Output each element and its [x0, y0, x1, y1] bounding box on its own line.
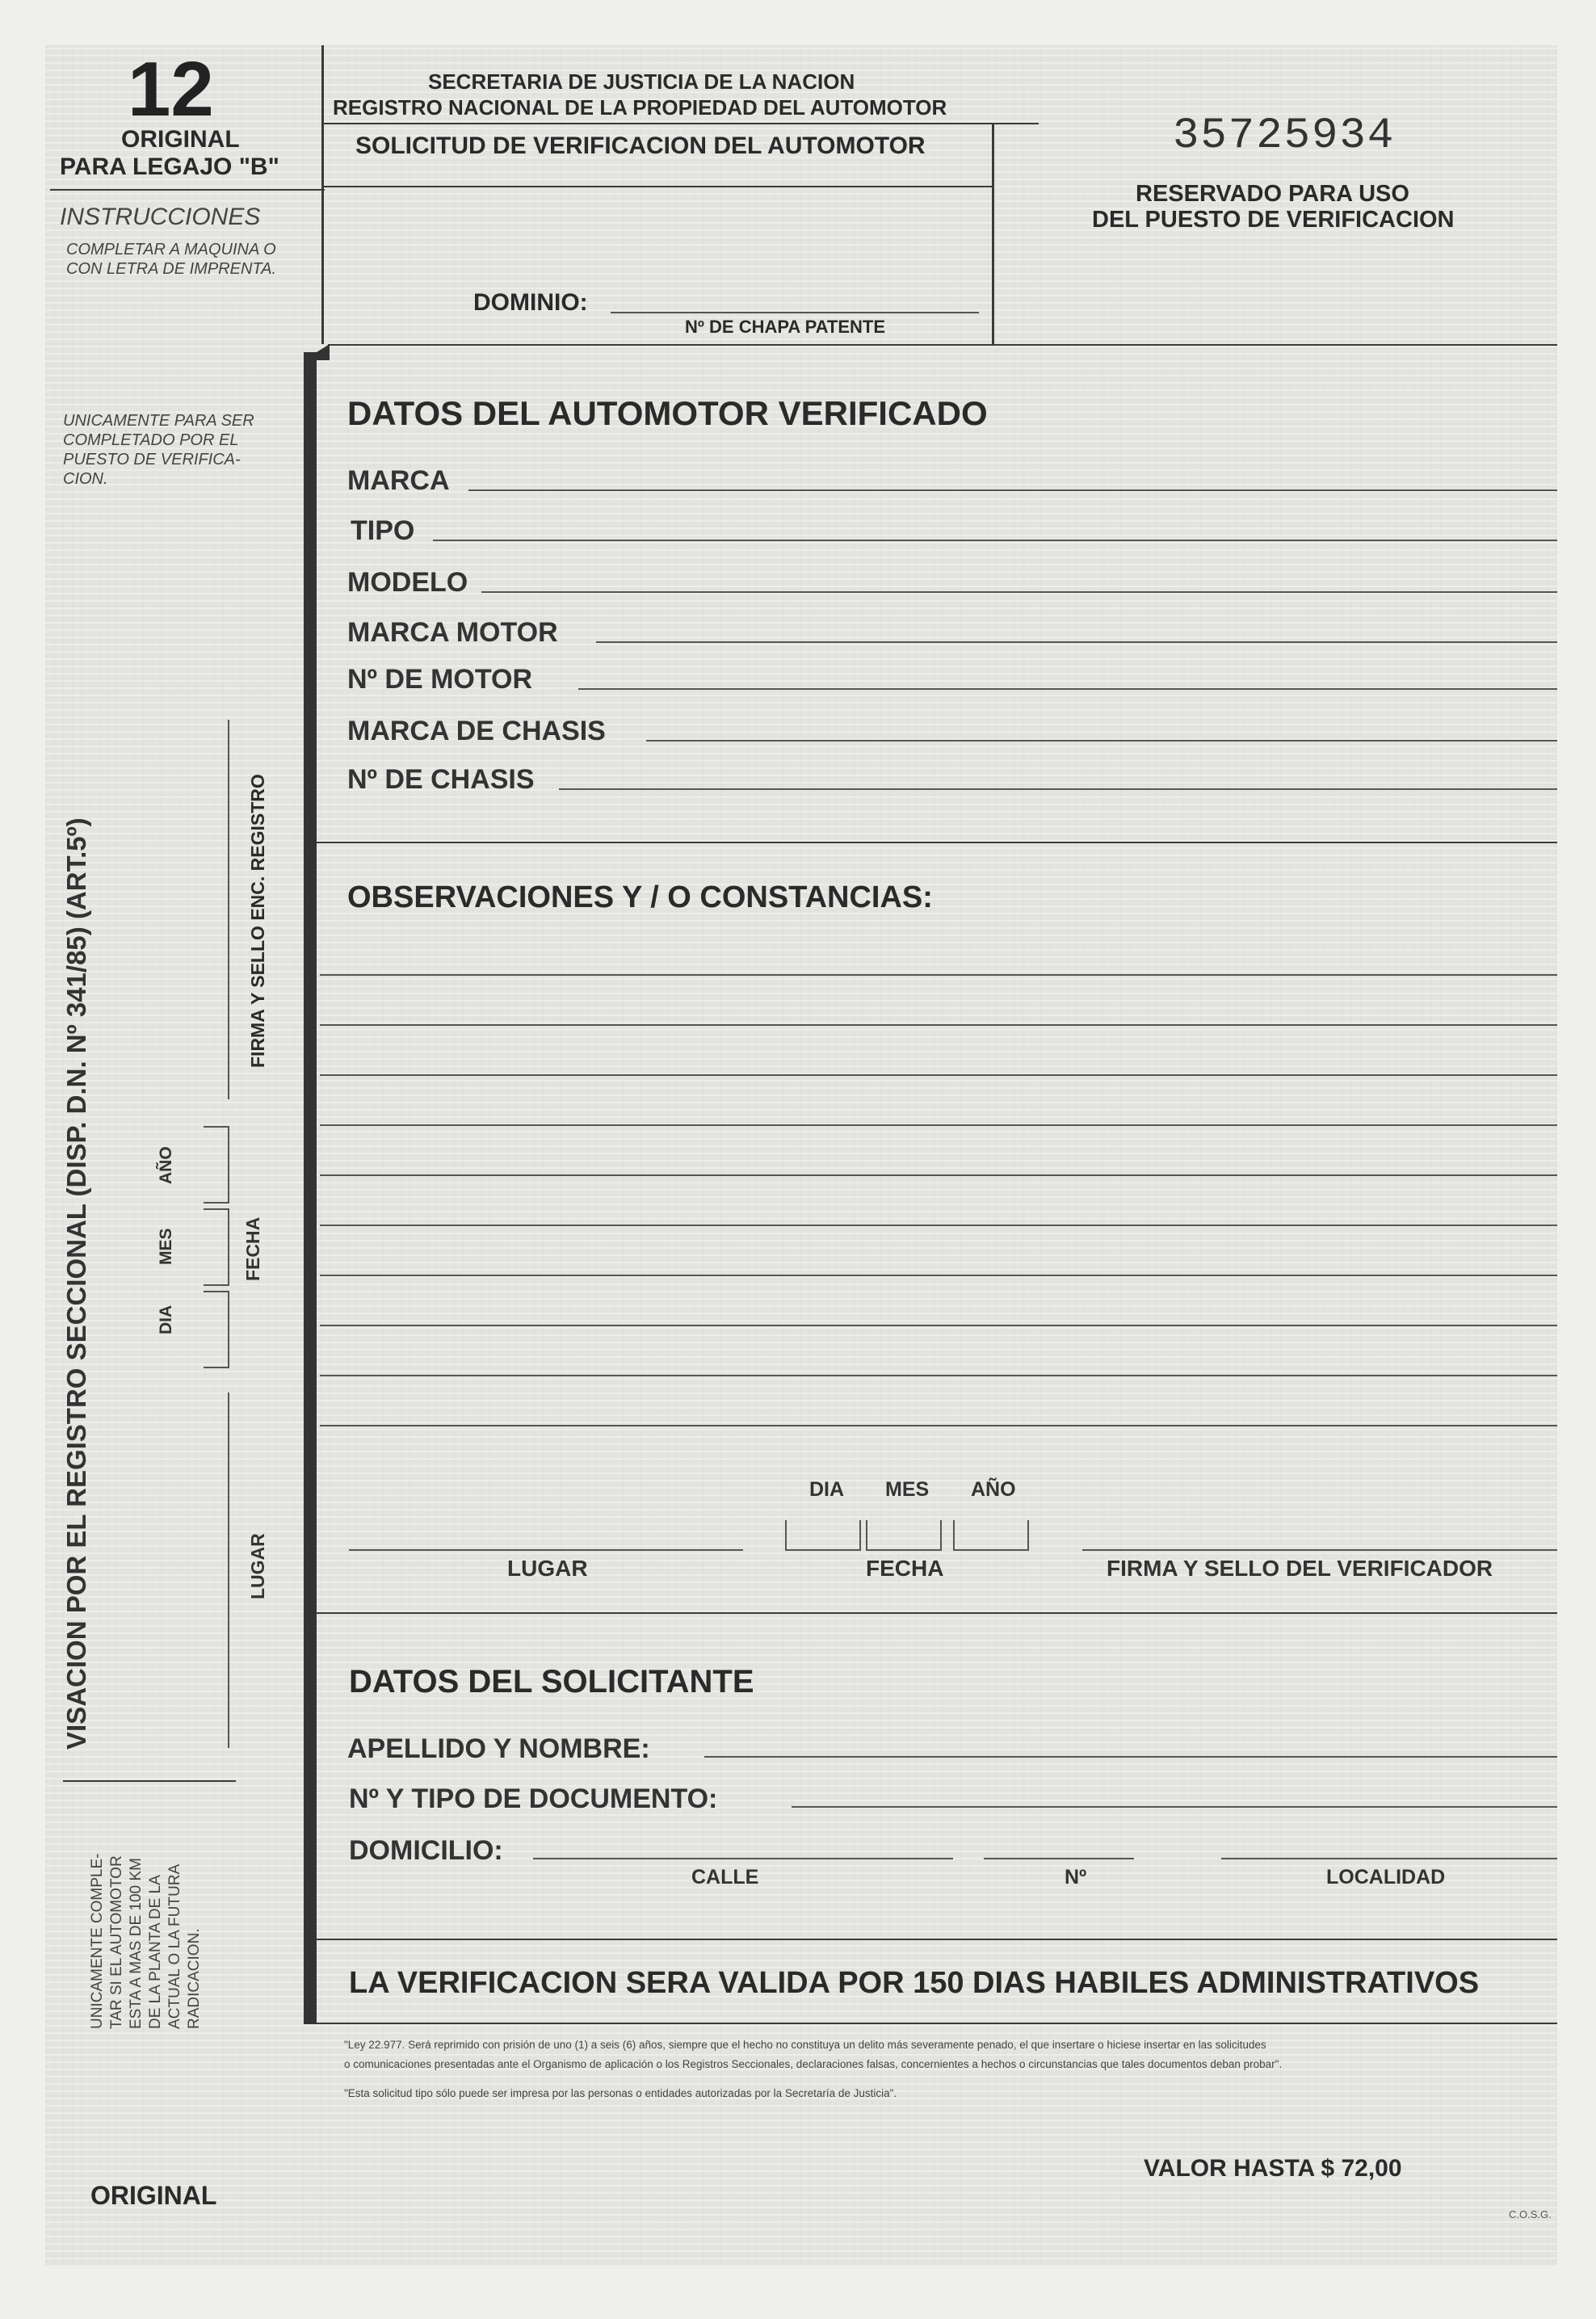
observation-line-6[interactable] — [320, 1225, 1557, 1226]
header-divider — [50, 189, 325, 191]
marca-chasis-input[interactable] — [646, 740, 1557, 741]
marca-motor-input[interactable] — [596, 641, 1557, 643]
lugar-line[interactable] — [228, 1393, 229, 1748]
name-label: APELLIDO Y NOMBRE: — [347, 1733, 650, 1764]
instructions-text-2: CON LETRA DE IMPRENTA. — [66, 260, 277, 278]
unicamente-3: ESTA A MAS DE 100 KM — [128, 1858, 145, 2029]
observation-line-9[interactable] — [320, 1375, 1557, 1376]
unicamente-2: TAR SI EL AUTOMOTOR — [108, 1855, 125, 2029]
side-mes-label: MES — [157, 1228, 175, 1265]
verif-note-2: COMPLETADO POR EL — [63, 431, 239, 449]
field-label-marca-motor: MARCA MOTOR — [347, 617, 558, 648]
side-fecha-label: FECHA — [242, 1216, 263, 1281]
unicamente-6: RADICACION. — [186, 1928, 203, 2029]
serial-number: 35725934 — [1173, 111, 1396, 161]
dominio-field[interactable] — [611, 312, 979, 313]
nro-motor-input[interactable] — [578, 688, 1557, 690]
calle-caption: CALLE — [691, 1866, 759, 1888]
observation-line-2[interactable] — [320, 1024, 1557, 1026]
title-bottom-line — [323, 186, 993, 187]
unicamente-4: DE LA PLANTA DE LA — [147, 1875, 164, 2029]
localidad-caption: LOCALIDAD — [1326, 1866, 1446, 1888]
side-dia-box[interactable] — [204, 1291, 229, 1368]
field-label-marca-chasis: MARCA DE CHASIS — [347, 716, 606, 746]
address-label: DOMICILIO: — [349, 1835, 503, 1866]
side-panel-bottom — [63, 1780, 236, 1782]
reserved-line-2: DEL PUESTO DE VERIFICACION — [1092, 207, 1455, 233]
side-anio-box[interactable] — [204, 1126, 229, 1204]
observation-line-5[interactable] — [320, 1174, 1557, 1176]
marca-input[interactable] — [468, 489, 1557, 491]
observation-line-1[interactable] — [320, 974, 1557, 976]
registry-name: REGISTRO NACIONAL DE LA PROPIEDAD DEL AUTOMOTOR — [333, 95, 947, 120]
sig-dia-box[interactable] — [785, 1520, 861, 1551]
validity-bottom-line — [317, 2023, 1557, 2024]
validity-statement: LA VERIFICACION SERA VALIDA POR 150 DIAS HABILES ADMINISTRATIVOS — [349, 1966, 1480, 2000]
firma-line[interactable] — [228, 720, 229, 1099]
observation-line-10[interactable] — [320, 1425, 1557, 1426]
side-dia-label: DIA — [157, 1304, 175, 1334]
side-anio-label: AÑO — [157, 1146, 175, 1184]
unicamente-1: UNICAMENTE COMPLE- — [89, 1853, 106, 2029]
field-label-marca: MARCA — [347, 465, 450, 496]
vehicle-section-bottom — [317, 842, 1557, 843]
sig-dia-label: DIA — [809, 1478, 845, 1501]
instructions-text-1: COMPLETAR A MAQUINA O — [66, 241, 276, 258]
footer-original: ORIGINAL — [90, 2181, 217, 2210]
main-corner-bevel — [304, 344, 330, 360]
modelo-input[interactable] — [481, 591, 1557, 593]
dominio-label: DOMINIO: — [473, 289, 588, 316]
dominio-caption: Nº DE CHAPA PATENTE — [685, 317, 886, 337]
numero-caption: Nº — [1065, 1866, 1087, 1888]
vehicle-section-title: DATOS DEL AUTOMOTOR VERIFICADO — [347, 394, 988, 432]
main-left-border — [304, 352, 317, 2024]
title-top-line — [323, 123, 1039, 124]
verif-note-3: PUESTO DE VERIFICA- — [63, 451, 241, 468]
header-right-divider — [992, 124, 994, 344]
document-input[interactable] — [792, 1806, 1557, 1808]
instructions-title: INSTRUCCIONES — [60, 204, 261, 230]
sig-firma-input[interactable] — [1082, 1549, 1557, 1551]
verif-note-1: UNICAMENTE PARA SER — [63, 412, 254, 430]
tipo-input[interactable] — [433, 540, 1557, 541]
sig-fecha-caption: FECHA — [866, 1556, 944, 1581]
field-label-tipo: TIPO — [351, 515, 415, 546]
name-input[interactable] — [704, 1756, 1557, 1758]
form-number: 12 — [128, 46, 214, 132]
law-text-2: o comunicaciones presentadas ante el Organismo de aplicación o los Registros Seccionales, declaraciones falsas, concernientes a hechos o circunstancias que tales documentos deban probar". — [344, 2058, 1283, 2070]
sig-anio-box[interactable] — [953, 1520, 1029, 1551]
side-lugar-label: LUGAR — [247, 1533, 268, 1599]
calle-input[interactable] — [533, 1858, 953, 1859]
visacion-heading: VISACION POR EL REGISTRO SECCIONAL (DISP. D.N. Nº 341/85) (ART.5º) — [61, 817, 91, 1750]
valor-label: VALOR HASTA $ 72,00 — [1144, 2155, 1402, 2182]
form-title: SOLICITUD DE VERIFICACION DEL AUTOMOTOR — [355, 132, 926, 159]
reserved-line-1: RESERVADO PARA USO — [1136, 181, 1409, 207]
localidad-input[interactable] — [1221, 1858, 1557, 1859]
observations-title: OBSERVACIONES Y / O CONSTANCIAS: — [347, 880, 933, 914]
law-text-3: "Esta solicitud tipo sólo puede ser impresa por las personas o entidades autorizadas por la Secretaría de Justicia". — [344, 2087, 897, 2099]
field-label-nro-motor: Nº DE MOTOR — [347, 664, 533, 695]
law-text-1: "Ley 22.977. Será reprimido con prisión de uno (1) a seis (6) años, siempre que el hecho no constituya un delito más severamente penado, el que insertare o hiciese insertar en las solicitudes — [344, 2039, 1266, 2051]
unicamente-5: ACTUAL O LA FUTURA — [166, 1863, 183, 2029]
verif-note-4: CION. — [63, 470, 108, 488]
nro-chasis-input[interactable] — [559, 788, 1557, 790]
observation-line-8[interactable] — [320, 1325, 1557, 1326]
numero-input[interactable] — [984, 1858, 1134, 1859]
sig-anio-label: AÑO — [971, 1478, 1016, 1501]
signature-section-bottom — [317, 1612, 1557, 1614]
copy-label: ORIGINAL — [121, 126, 240, 153]
field-label-modelo: MODELO — [347, 567, 468, 598]
form-page — [45, 45, 1557, 2266]
sig-lugar-input[interactable] — [349, 1549, 743, 1551]
firma-sello-label: FIRMA Y SELLO ENC. REGISTRO — [247, 774, 268, 1068]
observation-line-7[interactable] — [320, 1275, 1557, 1276]
ministry-name: SECRETARIA DE JUSTICIA DE LA NACION — [428, 69, 855, 94]
document-label: Nº Y TIPO DE DOCUMENTO: — [349, 1783, 718, 1814]
sig-firma-caption: FIRMA Y SELLO DEL VERIFICADOR — [1107, 1556, 1493, 1581]
legajo-label: PARA LEGAJO "B" — [60, 153, 279, 180]
sig-mes-box[interactable] — [866, 1520, 942, 1551]
observation-line-4[interactable] — [320, 1124, 1557, 1126]
applicant-section-title: DATOS DEL SOLICITANTE — [349, 1664, 754, 1699]
printer-code: C.O.S.G. — [1509, 2208, 1552, 2220]
applicant-section-bottom — [317, 1939, 1557, 1940]
sig-lugar-caption: LUGAR — [507, 1556, 588, 1581]
field-label-nro-chasis: Nº DE CHASIS — [347, 764, 535, 795]
main-top-border — [328, 344, 1557, 346]
observation-line-3[interactable] — [320, 1074, 1557, 1076]
side-mes-box[interactable] — [204, 1208, 229, 1286]
sig-mes-label: MES — [885, 1478, 930, 1501]
left-column-divider — [321, 45, 324, 344]
